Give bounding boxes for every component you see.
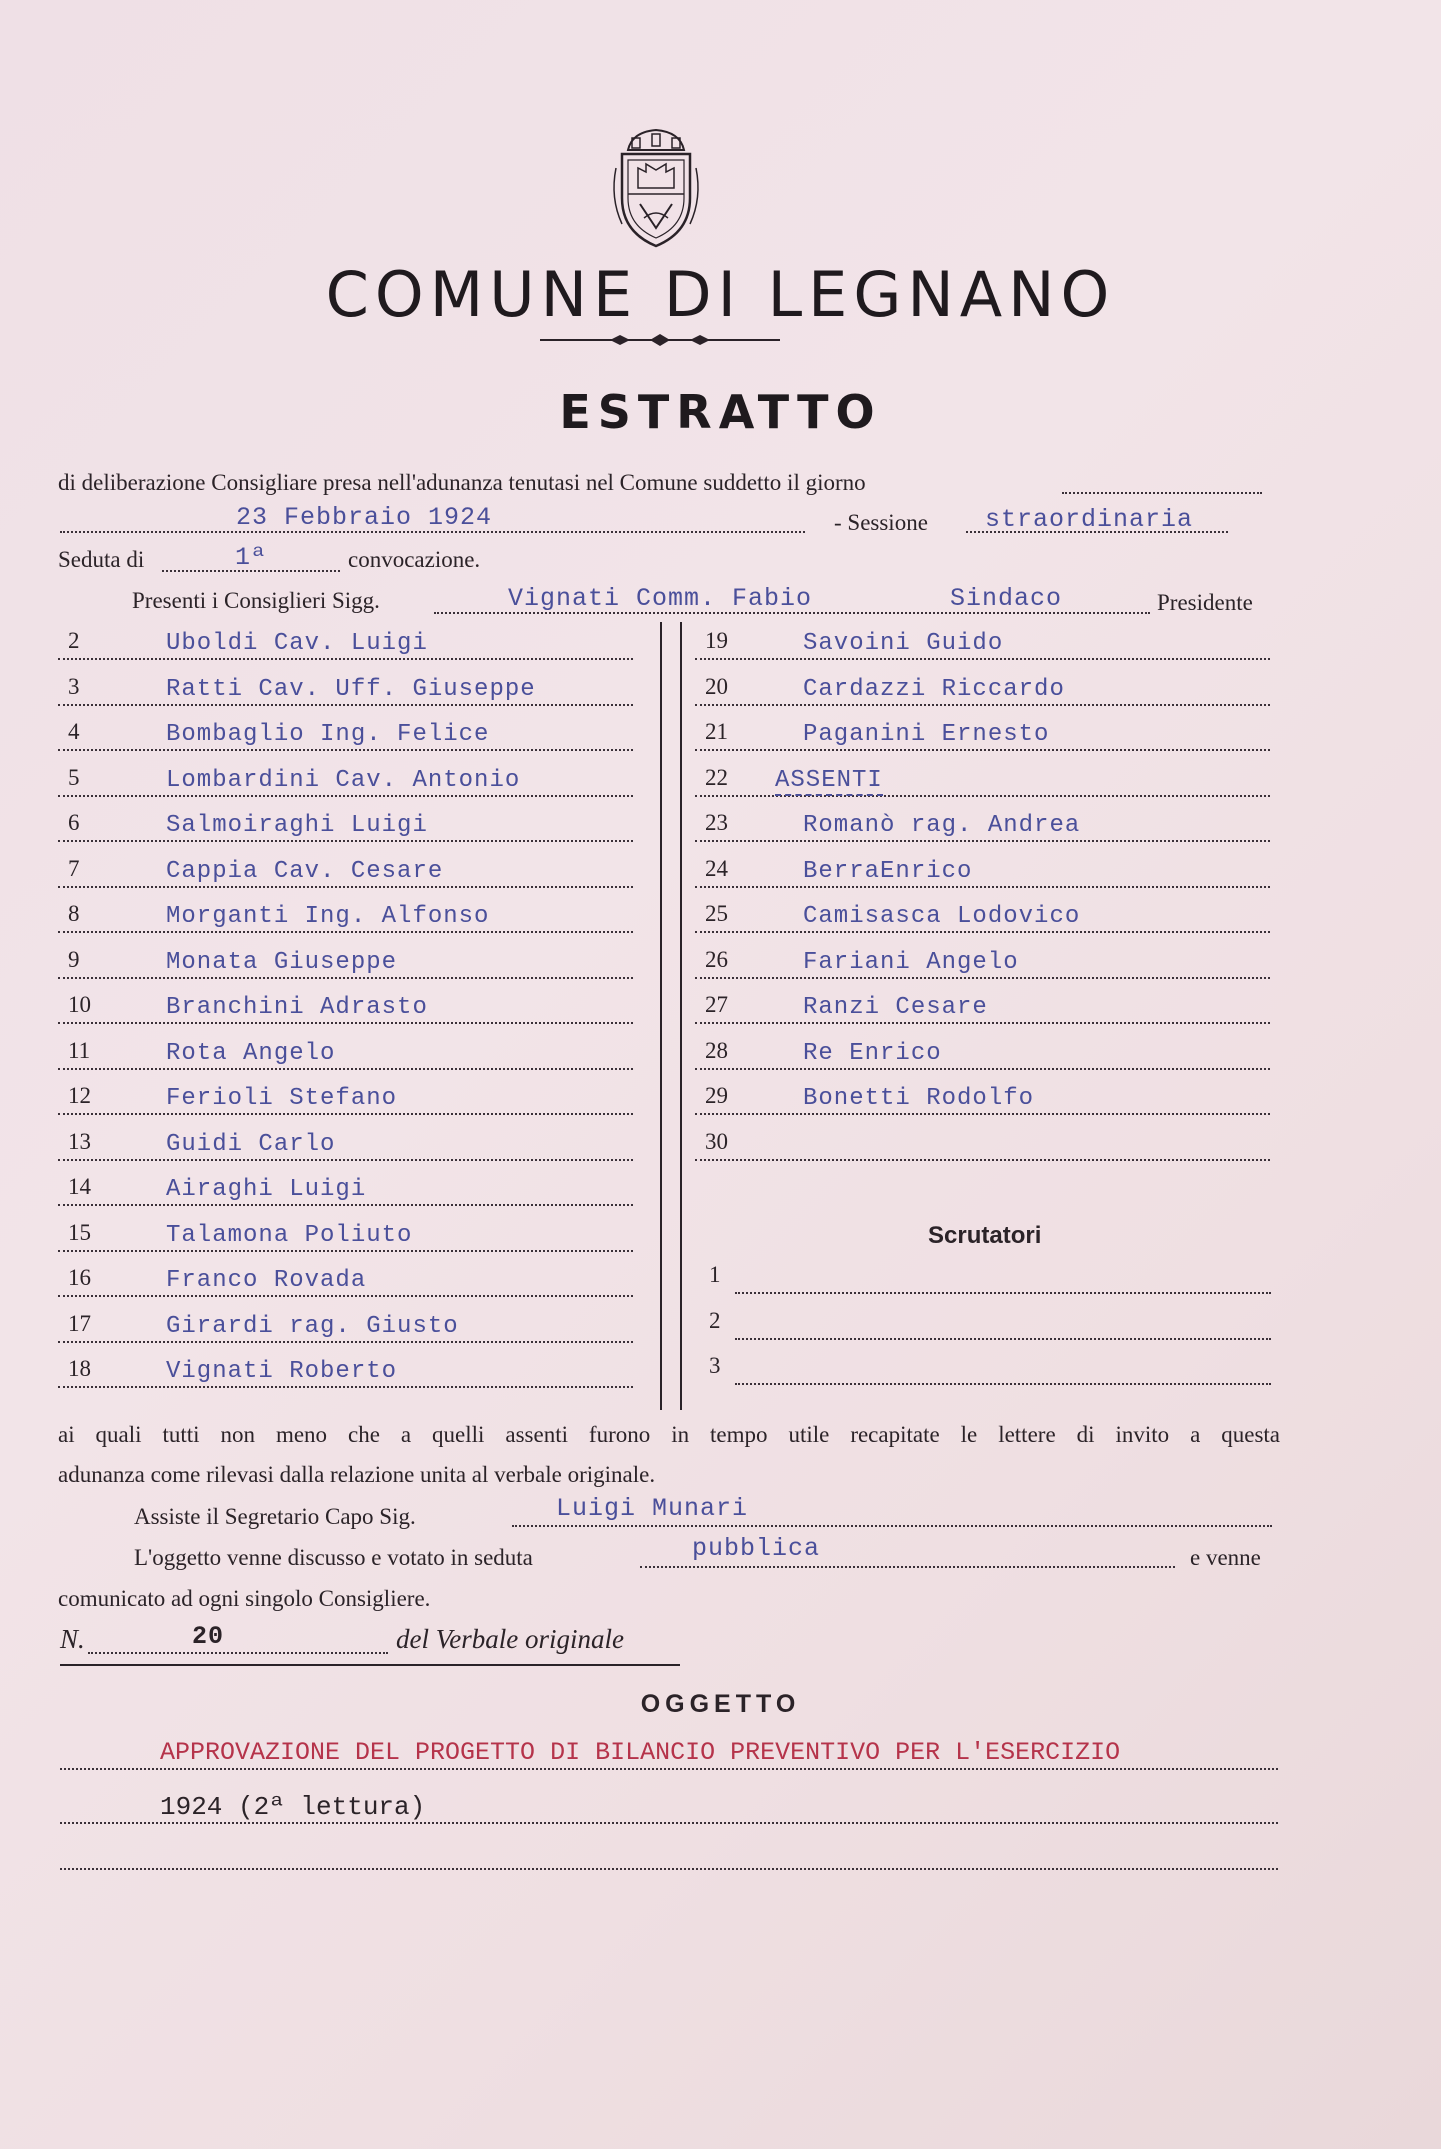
- councillor-number: 23: [705, 810, 728, 835]
- column-divider: [680, 622, 682, 1410]
- councillor-row: [695, 992, 1270, 1032]
- councillor-number: 6: [68, 810, 80, 835]
- coat-of-arms-emblem: [608, 128, 704, 250]
- verbale-label: del Verbale originale: [396, 1624, 624, 1654]
- body-paragraph-line1: ai quali tutti non meno che a quelli assenti furono in tempo utile recapitate le lettere di invito a questa: [58, 1422, 1280, 1447]
- councillor-number: 13: [68, 1128, 91, 1154]
- column-divider: [660, 622, 662, 1410]
- councillor-row: [58, 810, 633, 850]
- councillor-number: 28: [705, 1037, 728, 1063]
- councillor-number: 30: [705, 1128, 728, 1154]
- convocazione-label: convocazione.: [348, 547, 481, 572]
- councillor-row: [695, 947, 1270, 987]
- scrutatori-heading: Scrutatori: [928, 1222, 1042, 1249]
- councillor-name: Fariani Angelo: [803, 948, 1019, 976]
- councillor-name: Ranzi Cesare: [803, 994, 988, 1021]
- councillor-number: 12: [68, 1083, 91, 1108]
- councillor-name: BerraEnrico: [803, 857, 973, 885]
- councillor-number: 24: [705, 855, 728, 881]
- councillor-row: [695, 1129, 1270, 1169]
- councillor-number: 21: [705, 719, 728, 744]
- councillor-row: [58, 765, 633, 805]
- document-title: COMUNE DI LEGNANO: [325, 258, 1116, 331]
- councillor-name: Salmoiraghi Luigi: [166, 812, 428, 839]
- councillor-number: 29: [705, 1083, 728, 1108]
- councillor-row: [58, 1174, 633, 1214]
- oggetto-line-end: e venne: [1190, 1545, 1261, 1570]
- councillor-row: [58, 856, 633, 896]
- councillor-row: [58, 628, 633, 668]
- councillor-name: Girardi rag. Giusto: [166, 1312, 459, 1340]
- councillor-name: Guidi Carlo: [166, 1130, 336, 1158]
- councillor-number: 19: [705, 628, 728, 653]
- councillor-number: 7: [68, 855, 80, 881]
- councillor-row: [58, 1265, 633, 1305]
- councillor-row: [58, 1083, 633, 1123]
- councillor-number: 14: [68, 1174, 91, 1199]
- president-name: Vignati Comm. Fabio: [508, 584, 813, 613]
- councillor-row: [695, 674, 1270, 714]
- councillor-name: Branchini Adrasto: [166, 994, 428, 1021]
- councillor-row: [58, 1311, 633, 1351]
- councillor-row: [695, 765, 1270, 805]
- councillor-number: 2: [68, 628, 80, 653]
- councillor-number: 3: [68, 673, 80, 699]
- councillor-name: ASSENTI: [775, 766, 883, 794]
- councillor-number: 11: [68, 1037, 91, 1063]
- councillor-number: 8: [68, 901, 80, 926]
- councillor-row: [695, 628, 1270, 668]
- scrutatore-row: [695, 1262, 1275, 1302]
- councillor-row: [58, 1356, 633, 1396]
- councillor-name: Bonetti Rodolfo: [803, 1085, 1035, 1112]
- segretario-label: Assiste il Segretario Capo Sig.: [134, 1504, 416, 1529]
- councillor-row: [695, 1038, 1270, 1078]
- segretario-name: Luigi Munari: [556, 1494, 749, 1523]
- councillor-name: Cappia Cav. Cesare: [166, 857, 444, 885]
- body-paragraph-line2: adunanza come rilevasi dalla relazione unita al verbale originale.: [58, 1462, 656, 1487]
- oggetto-discussed-label: L'oggetto venne discusso e votato in seduta: [134, 1545, 533, 1570]
- councillor-name: Re Enrico: [803, 1039, 942, 1067]
- councillor-name: Rota Angelo: [166, 1039, 336, 1067]
- councillor-row: [695, 856, 1270, 896]
- councillor-number: 5: [68, 764, 80, 790]
- councillor-name: Lombardini Cav. Antonio: [166, 766, 521, 794]
- councillor-name: Romanò rag. Andrea: [803, 812, 1081, 839]
- councillor-number: 9: [68, 946, 80, 972]
- councillor-name: Airaghi Luigi: [166, 1176, 367, 1203]
- councillor-row: [695, 1083, 1270, 1123]
- councillor-name: Talamona Poliuto: [166, 1221, 413, 1249]
- councillor-number: 4: [68, 719, 80, 744]
- councillor-row: [58, 1220, 633, 1260]
- meeting-date: 23 Febbraio 1924: [236, 503, 493, 532]
- councillor-name: Uboldi Cav. Luigi: [166, 630, 428, 657]
- councillor-row: [58, 674, 633, 714]
- councillor-row: [695, 810, 1270, 850]
- councillor-name: Camisasca Lodovico: [803, 903, 1081, 930]
- seduta-value: 1ª: [235, 543, 268, 572]
- councillor-number: 15: [68, 1219, 91, 1245]
- councillor-row: [58, 1038, 633, 1078]
- councillor-row: [58, 901, 633, 941]
- verbale-number-label: N.: [60, 1624, 85, 1654]
- president-role: Sindaco: [950, 584, 1063, 613]
- seduta-label: Seduta di: [58, 547, 145, 572]
- councillor-number: 18: [68, 1356, 91, 1381]
- verbale-rule: [60, 1664, 680, 1666]
- comunicato-text: comunicato ad ogni singolo Consigliere.: [58, 1586, 431, 1611]
- presidente-label: Presidente: [1157, 590, 1253, 615]
- councillor-row: [695, 719, 1270, 759]
- councillor-number: 25: [705, 901, 728, 926]
- scrutatore-number: 3: [709, 1353, 721, 1378]
- councillor-number: 27: [705, 992, 728, 1017]
- session-value: straordinaria: [985, 505, 1194, 534]
- councillor-row: [58, 947, 633, 987]
- councillor-name: Cardazzi Riccardo: [803, 675, 1065, 703]
- scrutatore-row: [695, 1353, 1275, 1393]
- title-ornament: [540, 332, 780, 348]
- councillor-row: [58, 1129, 633, 1169]
- councillor-name: Ratti Cav. Uff. Giuseppe: [166, 675, 536, 703]
- councillor-number: 20: [705, 673, 728, 699]
- intro-text: di deliberazione Consigliare presa nell'adunanza tenutasi nel Comune suddetto il giorno: [58, 470, 866, 495]
- seduta-type: pubblica: [692, 1534, 821, 1563]
- councillor-name: Vignati Roberto: [166, 1358, 398, 1385]
- councillor-number: 16: [68, 1265, 91, 1290]
- councillor-name: Monata Giuseppe: [166, 948, 398, 976]
- session-label: - Sessione: [834, 510, 928, 535]
- councillor-name: Bombaglio Ing. Felice: [166, 721, 490, 748]
- oggetto-subject-line1: APPROVAZIONE DEL PROGETTO DI BILANCIO PREVENTIVO PER L'ESERCIZIO: [160, 1738, 1121, 1767]
- presenti-label: Presenti i Consiglieri Sigg.: [132, 588, 380, 613]
- councillor-number: 22: [705, 764, 728, 790]
- councillor-row: [58, 992, 633, 1032]
- scrutatore-number: 2: [709, 1307, 721, 1333]
- councillor-name: Paganini Ernesto: [803, 721, 1050, 748]
- councillor-row: [695, 901, 1270, 941]
- scrutatore-row: [695, 1308, 1275, 1348]
- scrutatore-number: 1: [709, 1262, 721, 1287]
- councillor-name: Morganti Ing. Alfonso: [166, 903, 490, 930]
- document-subtitle: ESTRATTO: [559, 385, 882, 439]
- verbale-number: 20: [192, 1622, 225, 1651]
- oggetto-heading: OGGETTO: [640, 1690, 801, 1718]
- councillor-row: [58, 719, 633, 759]
- councillor-number: 17: [68, 1310, 91, 1336]
- councillor-number: 26: [705, 946, 728, 972]
- councillor-name: Franco Rovada: [166, 1267, 367, 1294]
- councillor-number: 10: [68, 992, 91, 1017]
- councillor-name: Savoini Guido: [803, 630, 1004, 657]
- councillor-name: Ferioli Stefano: [166, 1085, 398, 1112]
- oggetto-subject-line2: 1924 (2ª lettura): [160, 1792, 426, 1822]
